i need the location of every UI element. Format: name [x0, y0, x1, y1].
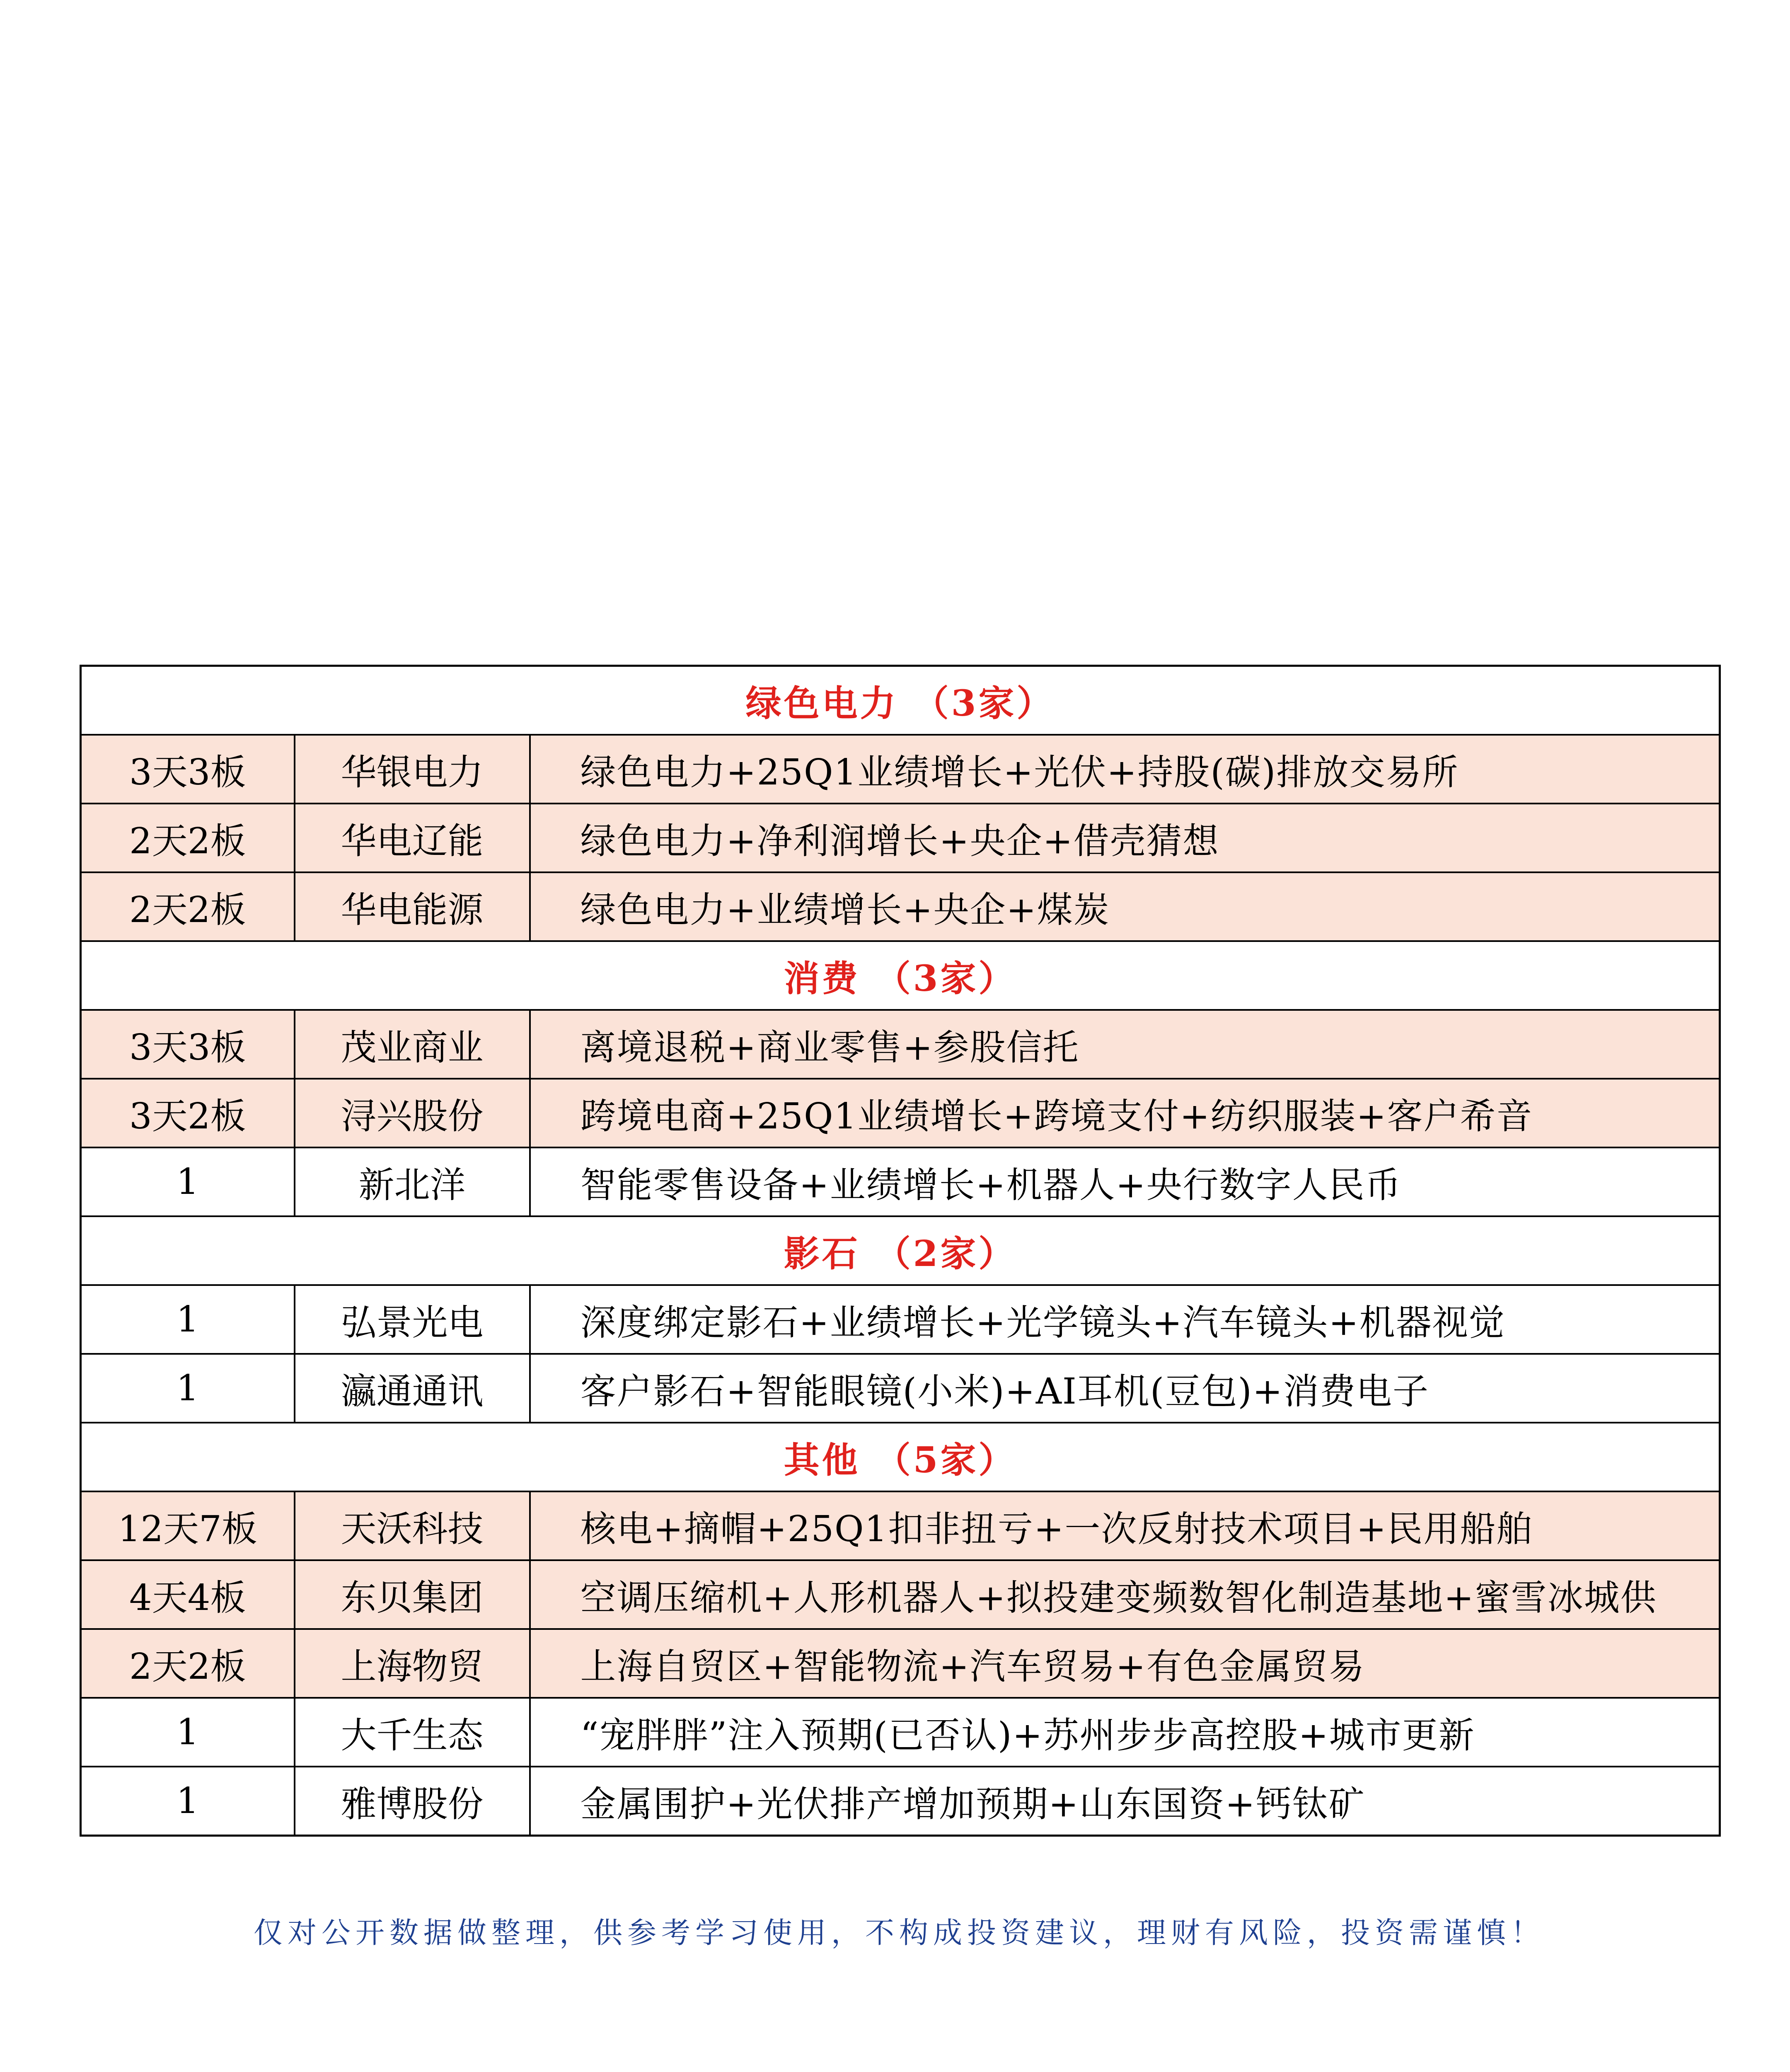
concept-tags-cell: 离境退税+商业零售+参股信托 [530, 1010, 1720, 1079]
stock-name-cell: 茂业商业 [295, 1010, 530, 1079]
stock-name-cell: 天沃科技 [295, 1491, 530, 1560]
stock-name-cell: 大千生态 [295, 1698, 530, 1767]
concept-tags-cell: 绿色电力+25Q1业绩增长+光伏+持股(碳)排放交易所 [530, 735, 1720, 804]
stock-name-cell: 浔兴股份 [295, 1079, 530, 1147]
table-row [81, 1560, 1720, 1629]
table-row [81, 1354, 1720, 1423]
section-header-row [81, 1216, 1720, 1285]
limit-up-streak-cell: 1 [81, 1354, 295, 1423]
limit-up-streak-cell: 1 [81, 1767, 295, 1836]
limit-up-streak-cell: 1 [81, 1285, 295, 1354]
concept-tags-cell: 上海自贸区+智能物流+汽车贸易+有色金属贸易 [530, 1629, 1720, 1698]
table-row [81, 735, 1720, 804]
stock-name-cell: 东贝集团 [295, 1560, 530, 1629]
table-row [81, 1285, 1720, 1354]
concept-tags-cell: 空调压缩机+人形机器人+拟投建变频数智化制造基地+蜜雪冰城供 [530, 1560, 1720, 1629]
limit-up-streak-cell: 2天2板 [81, 872, 295, 941]
stock-name-cell: 上海物贸 [295, 1629, 530, 1698]
section-header-row [81, 1423, 1720, 1491]
limit-up-streak-cell: 1 [81, 1698, 295, 1767]
stock-name-cell: 雅博股份 [295, 1767, 530, 1836]
concept-tags-cell: 绿色电力+净利润增长+央企+借壳猜想 [530, 804, 1720, 872]
section-header-row [81, 941, 1720, 1010]
section-header-row [81, 666, 1720, 735]
concept-tags-cell: 核电+摘帽+25Q1扣非扭亏+一次反射技术项目+民用船舶 [530, 1491, 1720, 1560]
table-row [81, 872, 1720, 941]
stock-name-cell: 瀛通通讯 [295, 1354, 530, 1423]
limit-up-streak-cell: 3天2板 [81, 1079, 295, 1147]
stock-name-cell: 弘景光电 [295, 1285, 530, 1354]
table-row [81, 804, 1720, 872]
section-title: 其他 （5家） [81, 1423, 1720, 1491]
limit-up-streak-cell: 4天4板 [81, 1560, 295, 1629]
table-row [81, 1491, 1720, 1560]
table-row [81, 1079, 1720, 1147]
limit-up-streak-cell: 2天2板 [81, 1629, 295, 1698]
concept-tags-cell: “宠胖胖”注入预期(已否认)+苏州步步高控股+城市更新 [530, 1698, 1720, 1767]
limit-up-streak-cell: 2天2板 [81, 804, 295, 872]
stock-name-cell: 华银电力 [295, 735, 530, 804]
stock-name-cell: 华电能源 [295, 872, 530, 941]
limit-up-stock-table [80, 665, 1721, 1837]
concept-tags-cell: 绿色电力+业绩增长+央企+煤炭 [530, 872, 1720, 941]
limit-up-streak-cell: 1 [81, 1147, 295, 1216]
concept-tags-cell: 智能零售设备+业绩增长+机器人+央行数字人民币 [530, 1147, 1720, 1216]
table-row [81, 1698, 1720, 1767]
section-title: 绿色电力 （3家） [81, 666, 1720, 735]
table-row [81, 1629, 1720, 1698]
limit-up-streak-cell: 12天7板 [81, 1491, 295, 1560]
stock-name-cell: 新北洋 [295, 1147, 530, 1216]
limit-up-streak-cell: 3天3板 [81, 735, 295, 804]
concept-tags-cell: 跨境电商+25Q1业绩增长+跨境支付+纺织服装+客户希音 [530, 1079, 1720, 1147]
concept-tags-cell: 金属围护+光伏排产增加预期+山东国资+钙钛矿 [530, 1767, 1720, 1836]
concept-tags-cell: 深度绑定影石+业绩增长+光学镜头+汽车镜头+机器视觉 [530, 1285, 1720, 1354]
table-body [81, 666, 1720, 1836]
table-row [81, 1010, 1720, 1079]
table-row [81, 1147, 1720, 1216]
limit-up-streak-cell: 3天3板 [81, 1010, 295, 1079]
disclaimer-text: 仅对公开数据做整理，供参考学习使用，不构成投资建议，理财有风险，投资需谨慎！ [254, 1916, 1545, 1950]
section-title: 消费 （3家） [81, 941, 1720, 1010]
table-row [81, 1767, 1720, 1836]
concept-tags-cell: 客户影石+智能眼镜(小米)+AI耳机(豆包)+消费电子 [530, 1354, 1720, 1423]
section-title: 影石 （2家） [81, 1216, 1720, 1285]
stock-name-cell: 华电辽能 [295, 804, 530, 872]
